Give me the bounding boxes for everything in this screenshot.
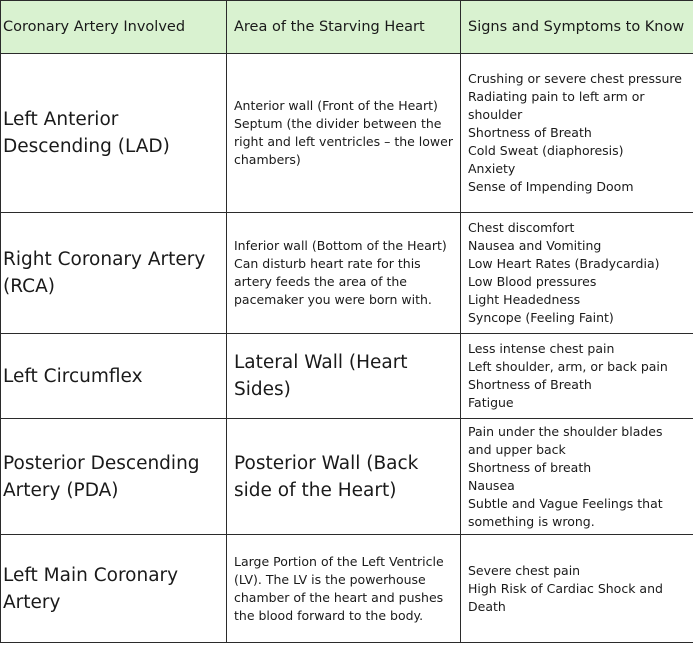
symptom-item: Severe chest pain (468, 562, 581, 578)
table-row (1, 54, 693, 213)
symptom-item: Sense of Impending Doom (468, 179, 634, 194)
area-cell: Anterior wall (Front of the Heart) Septum (the divider between the right and left ventricles – the lower chambers) (227, 54, 461, 213)
symptom-item: Shortness of Breath (468, 377, 592, 392)
area-cell: Inferior wall (Bottom of the Heart) Can disturb heart rate for this artery feeds the area of the pacemaker you were born with. (227, 213, 461, 334)
artery-cell: Left Circumflex (1, 334, 227, 419)
table-row (1, 419, 693, 535)
symptoms-cell (461, 419, 693, 535)
header-row (1, 1, 693, 54)
symptom-item: Cold Sweat (diaphoresis) (468, 143, 624, 158)
area-cell: Lateral Wall (Heart Sides) (227, 334, 461, 419)
symptom-item: Fatigue (468, 395, 514, 410)
symptoms-cell (461, 54, 693, 213)
symptom-item: Less intense chest pain (468, 341, 615, 356)
symptom-item: Left shoulder, arm, or back pain (468, 359, 668, 374)
symptoms-cell (461, 535, 693, 643)
symptoms-cell (461, 334, 693, 419)
header-area: Area of the Starving Heart (227, 1, 461, 54)
symptom-item: Nausea and Vomiting (468, 238, 602, 253)
symptoms-cell (461, 213, 693, 334)
header-artery: Coronary Artery Involved (1, 1, 227, 54)
symptom-item: Shortness of Breath (468, 125, 592, 140)
artery-cell: Posterior Descending Artery (PDA) (1, 419, 227, 535)
area-cell: Large Portion of the Left Ventricle (LV). The LV is the powerhouse chamber of the heart and pushes the blood forward to the body. (227, 535, 461, 643)
symptom-item: Pain under the shoulder blades and upper back (468, 423, 663, 457)
artery-cell: Left Main Coronary Artery (1, 535, 227, 643)
header-symptoms: Signs and Symptoms to Know (461, 1, 693, 54)
table-row (1, 535, 693, 643)
table-row (1, 213, 693, 334)
symptom-item: Anxiety (468, 161, 516, 176)
symptom-item: Subtle and Vague Feelings that something is wrong. (468, 495, 663, 529)
symptom-item: Crushing or severe chest pressure (468, 71, 682, 86)
artery-cell: Right Coronary Artery (RCA) (1, 213, 227, 334)
symptom-item: Low Blood pressures (468, 274, 597, 289)
symptom-item: Syncope (Feeling Faint) (468, 310, 614, 325)
symptom-item: Chest discomfort (468, 220, 575, 235)
symptom-item: Radiating pain to left arm or shoulder (468, 89, 645, 122)
table-row (1, 334, 693, 419)
symptom-item: Shortness of breath (468, 459, 592, 475)
artery-cell: Left Anterior Descending (LAD) (1, 54, 227, 213)
area-cell: Posterior Wall (Back side of the Heart) (227, 419, 461, 535)
symptom-item: High Risk of Cardiac Shock and Death (468, 580, 663, 614)
symptom-item: Low Heart Rates (Bradycardia) (468, 256, 660, 271)
symptom-item: Nausea (468, 477, 515, 493)
symptom-item: Light Headedness (468, 292, 581, 307)
